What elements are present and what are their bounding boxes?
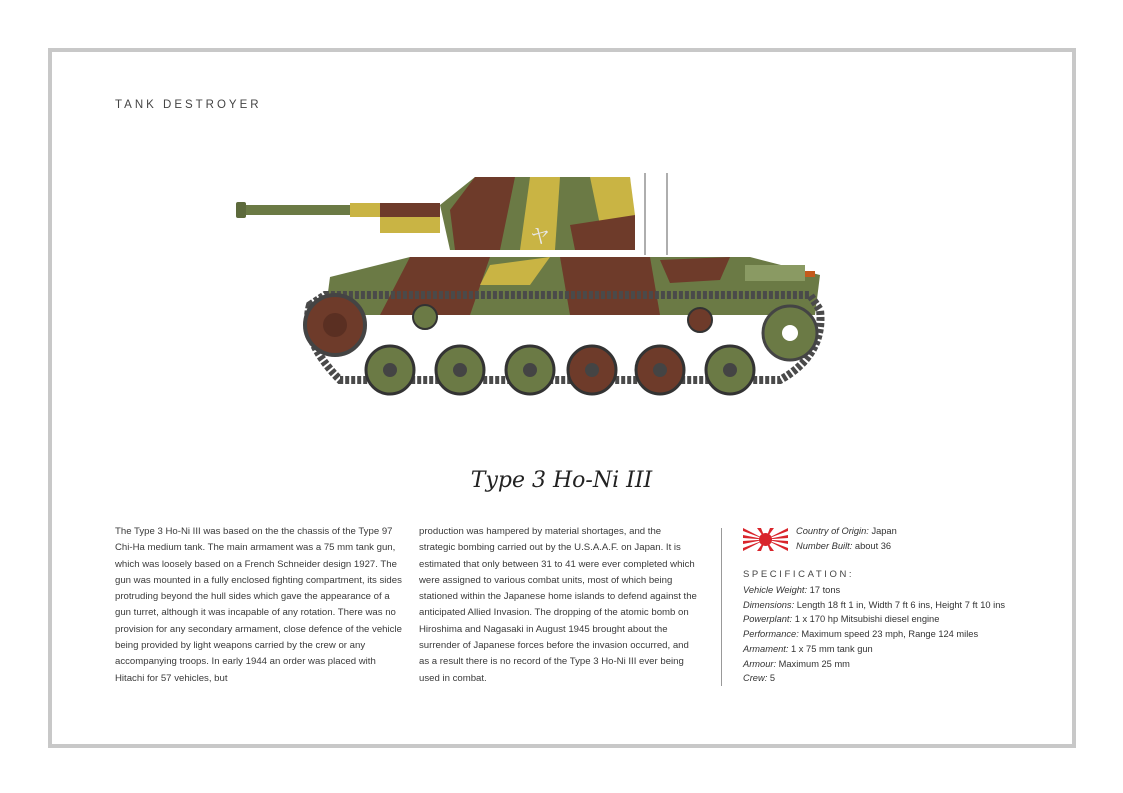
svg-text:ヤ: ヤ [530,224,550,248]
description-column-1: The Type 3 Ho-Ni III was based on the the chassis of the Type 97 Chi-Ha medium tank. The main armament was a 75 mm tank gun, which was loosely based on a French Schneider design 1927. The gun was mounted in a fully enclosed fighting compartment, its sides protruding beyond the hull sides which gave the appearance of a gun turret, although it was incapable of any rotation. There was no provision for any secondary armament, close defence of the vehicle being provided by light weapons carried by the crew or any accompanying troops. In early 1944 an order was placed with Hitachi for 57 vehicles, but [115,526,402,684]
spec-item: Vehicle Weight: 17 tons [743,585,841,595]
spec-item: Dimensions: Length 18 ft 1 in, Width 7 ft 6 ins, Height 7 ft 10 ins [743,599,1006,610]
tank-illustration [230,165,830,415]
spec-item: Armament: 1 x 75 mm tank gun [743,643,873,654]
spec-item: Crew: 5 [743,673,776,684]
spec-item: Powerplant: 1 x 170 hp Mitsubishi diesel engine [743,614,940,625]
spec-item: Performance: Maximum speed 23 mph, Range 124 miles [743,629,979,640]
specification-list [743,583,1005,686]
number-built: Number Built: about 36 [796,541,892,551]
country-of-origin: Country of Origin: Japan [796,526,897,536]
description-column-2: production was hampered by material shortages, and the strategic bombing carried out by the U.S.A.A.F. on Japan. It is estimated that only between 31 to 41 were ever completed which were assigned to various combat units, most of which being stationed within the Japanese home islands to defend against the anticipated Allied Invasion. The dropping of the atomic bomb on Hiroshima and Nagasaki in August 1945 brought about the surrender of Japanese forces before the invasion occurred, and as a result there is no record of the Type 3 Ho-Ni III ever being used in combat. [419,526,697,684]
spec-item: Armour: Maximum 25 mm [743,658,850,669]
column-divider [721,528,722,686]
specification-heading: SPECIFICATION: [743,569,855,580]
category-label: TANK DESTROYER [115,99,262,111]
vehicle-facts [796,524,897,554]
vehicle-title: Type 3 Ho-Ni III [470,468,653,493]
rising-sun-flag-icon [743,528,788,551]
